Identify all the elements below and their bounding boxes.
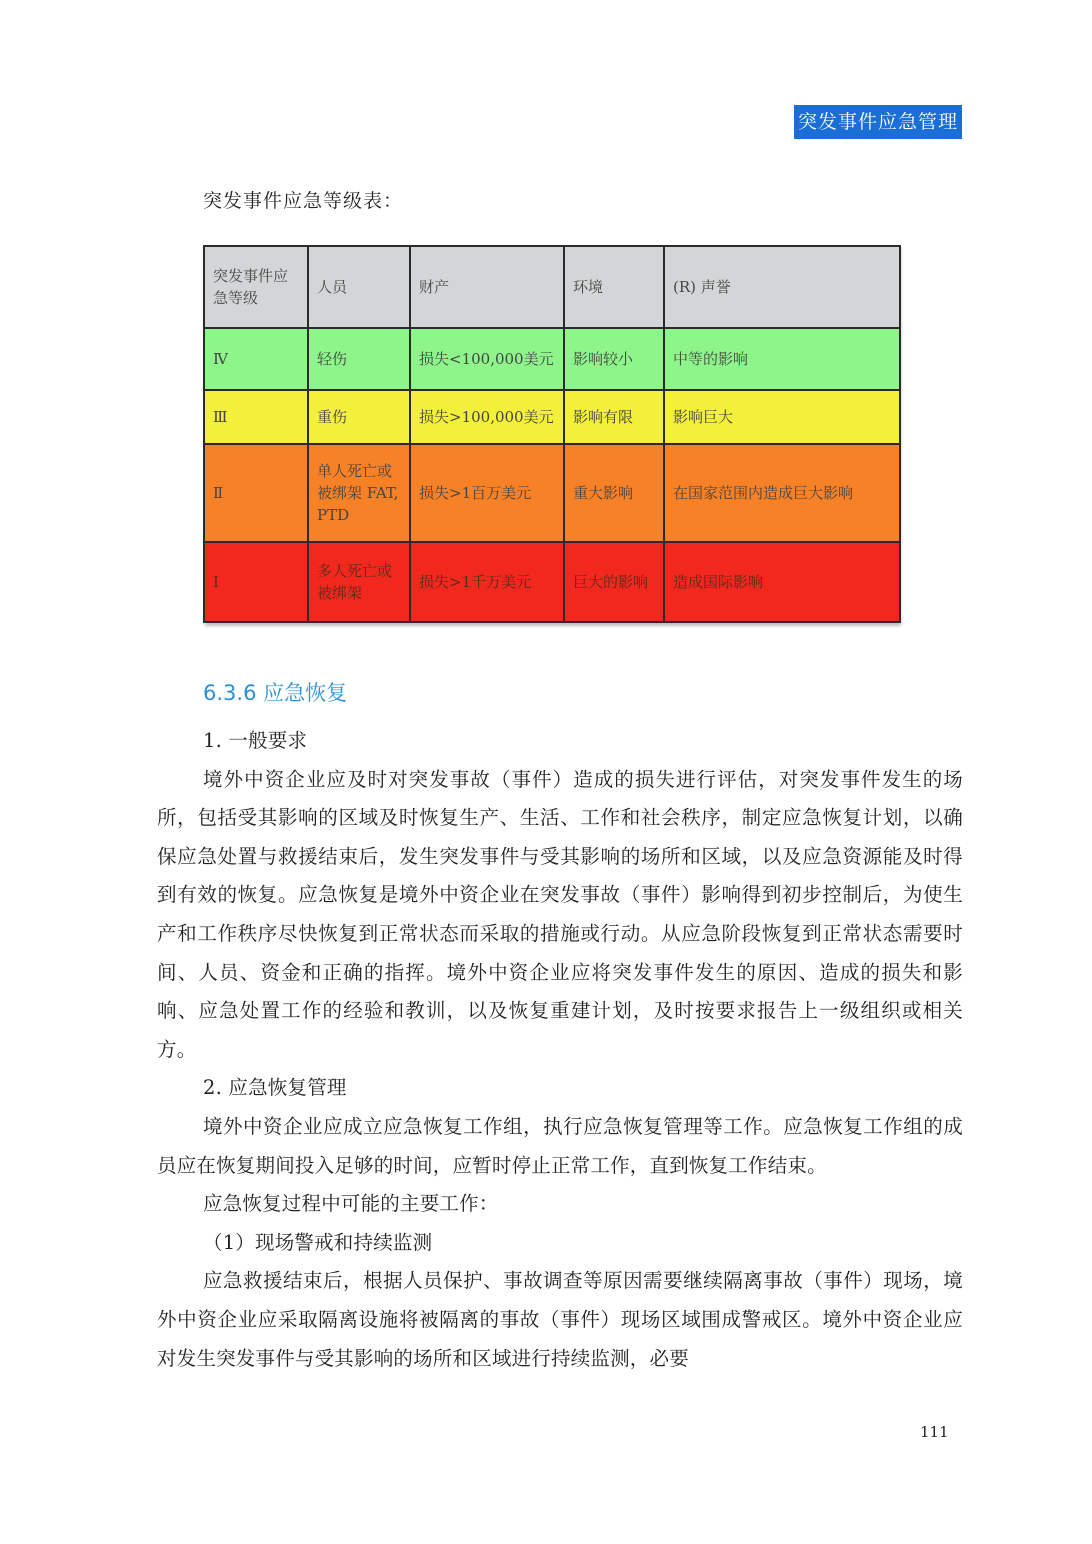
subheading-site-monitoring: （1）现场警戒和持续监测 bbox=[203, 1230, 433, 1254]
header-cell-reputation: (R) 声誉 bbox=[664, 246, 900, 328]
paragraph: 境外中资企业应及时对突发事故（事件）造成的损失进行评估，对突发事件发生的场所，包括受其影响的区域及时恢复生产、生活、工作和社会秩序，制定应急恢复计划，以确保应急处置与救援结束后，发生突发事件与受其影响的场所和区域，以及应急资源能及时得到有效的恢复。应急恢复是境外中资企业在突发事故（事件）影响得到初步控制后，为使生产和工作秩序尽快恢复到正常状态而采取的措施或行动。从应急阶段恢复到正常状态需要时间、人员、资金和正确的指挥。境外中资企业应将突发事件发生的原因、造成的损失和影响、应急处置工作的经验和教训，以及恢复重建计划，及时按要求报告上一级组织或相关方。 bbox=[157, 767, 963, 1061]
header-cell-grade: 突发事件应急等级 bbox=[204, 246, 308, 328]
cell-property: 损失>1千万美元 bbox=[410, 542, 564, 622]
paragraph: 境外中资企业应成立应急恢复工作组，执行应急恢复管理等工作。应急恢复工作组的成员应在恢复期间投入足够的时间，应暂时停止正常工作，直到恢复工作结束。 bbox=[157, 1114, 963, 1177]
table-row bbox=[204, 390, 900, 444]
cell-grade: Ⅳ bbox=[204, 328, 308, 390]
running-header-badge: 突发事件应急管理 bbox=[794, 105, 962, 139]
cell-personnel: 多人死亡或被绑架 bbox=[308, 542, 410, 622]
paragraph: 应急恢复过程中可能的主要工作： bbox=[203, 1192, 499, 1216]
cell-environment: 巨大的影响 bbox=[564, 542, 664, 622]
table-header-row bbox=[204, 246, 900, 328]
cell-property: 损失>100,000美元 bbox=[410, 390, 564, 444]
cell-environment: 重大影响 bbox=[564, 444, 664, 542]
cell-property: 损失<100,000美元 bbox=[410, 328, 564, 390]
header-cell-property: 财产 bbox=[410, 246, 564, 328]
cell-grade: Ⅲ bbox=[204, 390, 308, 444]
cell-reputation: 影响巨大 bbox=[664, 390, 900, 444]
cell-personnel: 单人死亡或被绑架 FAT, PTD bbox=[308, 444, 410, 542]
cell-environment: 影响有限 bbox=[564, 390, 664, 444]
table-row bbox=[204, 542, 900, 622]
table-row bbox=[204, 444, 900, 542]
cell-personnel: 重伤 bbox=[308, 390, 410, 444]
cell-reputation: 中等的影响 bbox=[664, 328, 900, 390]
header-cell-personnel: 人员 bbox=[308, 246, 410, 328]
table-row bbox=[204, 328, 900, 390]
header-cell-environment: 环境 bbox=[564, 246, 664, 328]
cell-environment: 影响较小 bbox=[564, 328, 664, 390]
section-heading: 6.3.6 应急恢复 bbox=[203, 681, 348, 705]
cell-personnel: 轻伤 bbox=[308, 328, 410, 390]
page-number: 111 bbox=[920, 1423, 949, 1441]
emergency-grade-table bbox=[203, 245, 899, 623]
cell-reputation: 造成国际影响 bbox=[664, 542, 900, 622]
paragraph: 应急救援结束后，根据人员保护、事故调查等原因需要继续隔离事故（事件）现场，境外中资企业应采取隔离设施将被隔离的事故（事件）现场区域围成警戒区。境外中资企业应对发生突发事件与受其影响的场所和区域进行持续监测，必要 bbox=[157, 1269, 963, 1370]
cell-reputation: 在国家范围内造成巨大影响 bbox=[664, 444, 900, 542]
cell-grade: Ⅰ bbox=[204, 542, 308, 622]
subheading-recovery-management: 2. 应急恢复管理 bbox=[203, 1076, 347, 1100]
cell-grade: Ⅱ bbox=[204, 444, 308, 542]
cell-property: 损失>1百万美元 bbox=[410, 444, 564, 542]
subheading-general-requirements: 1. 一般要求 bbox=[203, 729, 308, 752]
body-text bbox=[157, 722, 963, 1378]
table-title: 突发事件应急等级表： bbox=[203, 190, 404, 212]
